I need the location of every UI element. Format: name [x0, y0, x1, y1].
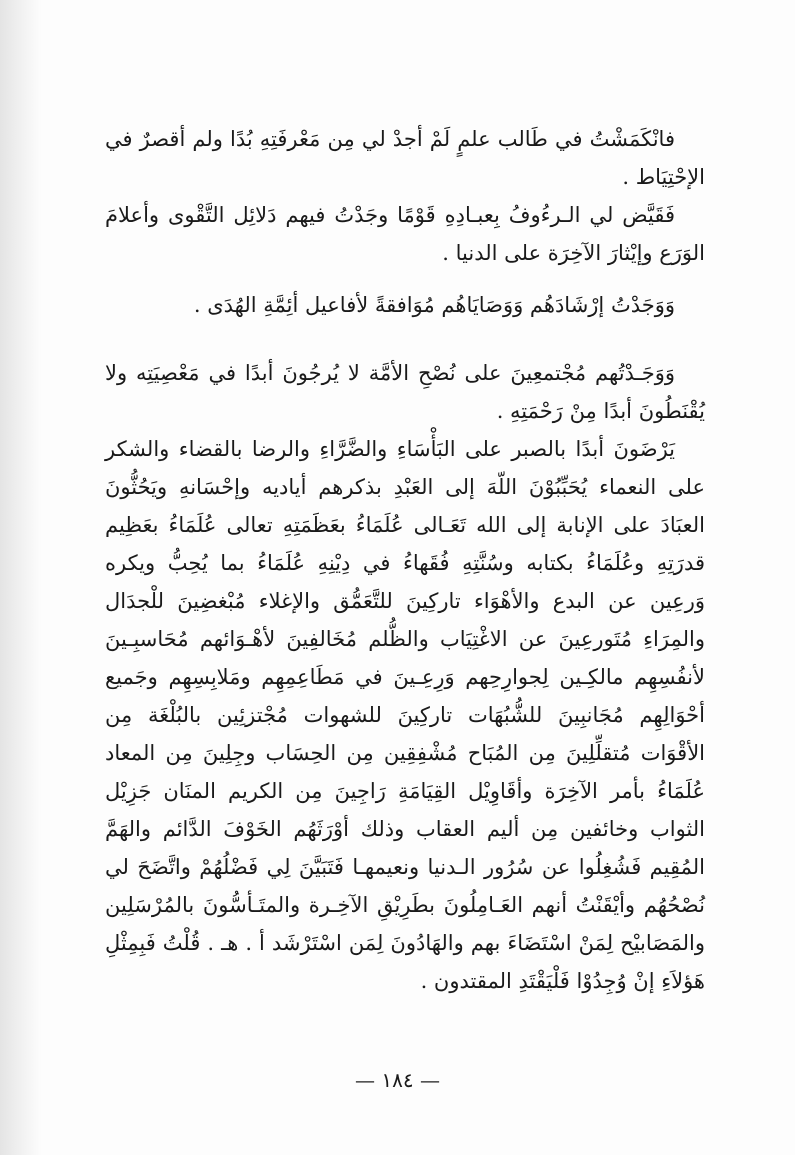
paragraph-3: وَوَجَدْتُ إرْشَادَهُم وَوَصَايَاهُم مُوَافقةً لأفاعيل أئِمَّةِ الهُدَى .: [193, 293, 675, 317]
paragraph-2: فَقَيَّض لي الـرءُوفُ بِعبـادِهِ قَوْمًا وجَدْتُ فيهم دَلائِل التَّقْوى وأعلامَ الوَرَع وإيْثارَ الآخِرَة على الدنيا .: [105, 203, 705, 265]
page-spine-shadow: [0, 0, 42, 1155]
paragraph-gap: [105, 324, 705, 354]
body-text: [105, 120, 705, 1000]
page-number: — ١٨٤ —: [355, 1068, 440, 1092]
paragraph-gap: [105, 272, 705, 286]
paragraph-1: فانْكَمَشْتُ في طَالب علمٍ لَمْ أجدْ لي مِن مَعْرفَتِهِ بُدًا ولم أقصرٌ في الإحْتِيَاط .: [105, 127, 705, 189]
paragraph-4: وَوَجَـدْتُهم مُجْتمعِينَ على نُصْحِ الأمَّة لا يُرجُونَ أبدًا في مَعْصِيَتِه ولا يُقْنَطُونَ أبدًا مِنْ رَحْمَتِهِ .: [105, 361, 705, 423]
paragraph-5: يَرْضَونَ أبدًا بالصبر على البَأْسَاءِ والضَّرَّاءِ والرضا بالقضاء والشكر على النعماء يُحَبِّبُوْنَ اللّهَ إلى العَبْدِ بذكرهم أياديه وإحْسَانهِ ويَحُثُّونَ العبَادَ على الإنابة إلى الله تَعَـالى عُلَمَاءُ بعَظَمَتِهِ تعالى عُلَمَاءُ بعَظِيم قدرَتِهِ وعُلَمَاءُ بكتابه وسُنَّتِهِ فُقَهاءُ في دِيْنِهِ عُلَمَاءُ بما يُحِبُّ ويكره وَرعِين عن البدع والأهْوَاء تاركِينَ للتَّعَمُّق والإغلاء مُبْغضِينَ للْجدَال والمِرَاءِ مُتَورعِينَ عن الاغْتِيَاب والظُّلم مُخَالفِينَ لأهْـوَائهم مُحَاسبِـينَ لأنفُسِهِم مالكِـين لِجوارِحِهم وَرِعِـينَ في مَطَاعِمِهِم ومَلابِسِهِم وجَميع أحْوَالِهِم مُجَانبِينَ للشُّبُهَات تاركِينَ للشهوات مُجْتزئِين بالبُلْغَة مِن الأقْوَات مُتقلِّلِينَ مِن المُبَاح مُشْفِقِين مِن الحِسَاب وجِلِينَ مِن المعاد عُلَمَاءُ بأمر الآخِرَة وأقَاوِيْل القِيَامَةِ رَاجِينَ مِن الكريم المنَان جَزِيْل الثواب وخائفين مِن أليم العقاب وذلك أوْرَثَهُم الخَوْفَ الدَّائم والهَمَّ المُقِيم فَشُغِلُوا عن سُرُور الـدنيا ونعيمهـا فَتَبَيَّنَ لِي فَضْلُهُمْ واتَّضَحَ لي نُصْحُهُم وأيْقَنْتُ أنهم العَـامِلُونَ بطَرِيْقِ الآخِـرة والمتَـأسُّونَ بالمُرْسَلِين والمَصَابيْح لِمَنْ اسْتَضَاءَ بهم والهَادُونَ لِمَن اسْتَرْشَد أ . هـ . قُلْتُ فَبِمِثْلِ هَؤلاَءِ إنْ وُجِدُوْا فَلْيَقْتَدِ المقتدون .: [105, 437, 705, 993]
